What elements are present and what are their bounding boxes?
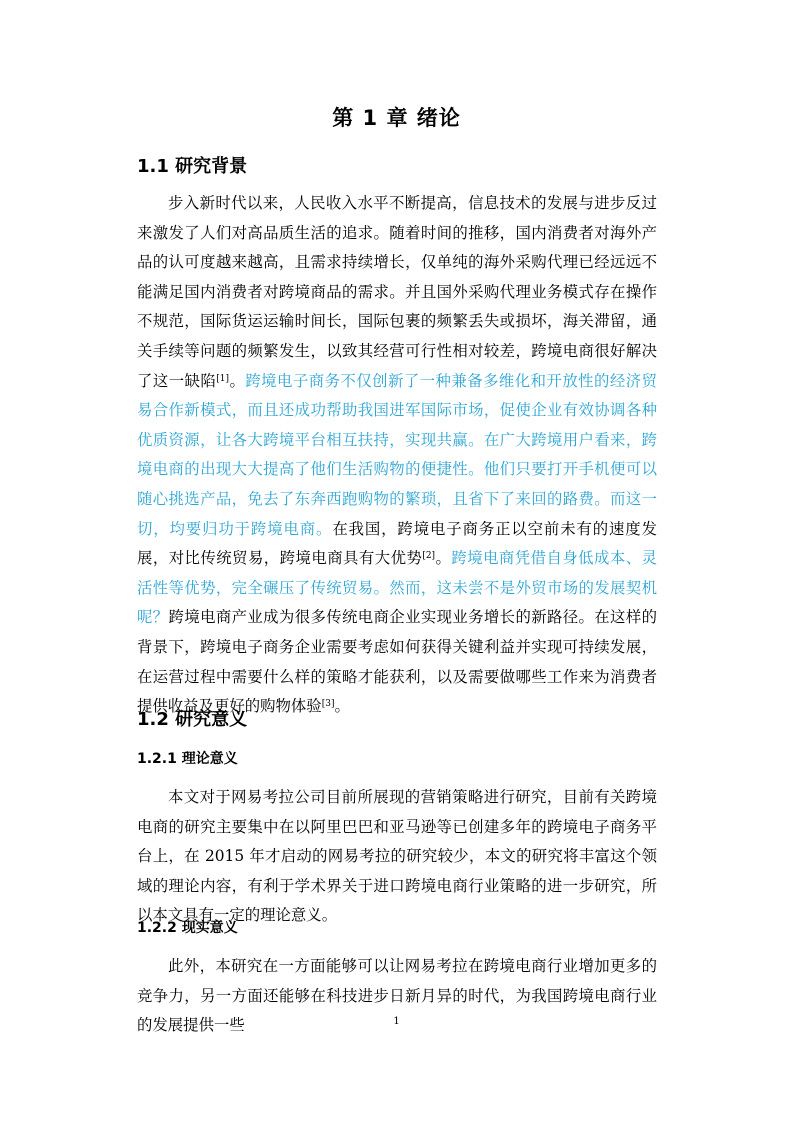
text-run: 步入新时代以来，人民收入水平不断提高，信息技术的发展与进步反过来激发了人们对高品质生活的追求。随着时间的推移，国内消费者对海外产品的认可度越来越高，且需求持续增长，仅单纯的海外采购代理已经远远不能满足国内消费者对跨境商品的需求。并且国外采购代理业务模式存在操作不规范，国际货运运输时间长，国际包裹的频繁丢失或损坏，海关滞留，通关手续等问题的频繁发生，以致其经营可行性相对较差，跨境电商很好解决了这一缺陷 (137, 194, 657, 390)
background-paragraph (137, 189, 657, 722)
chapter-title: 第 1 章 绪论 (332, 106, 461, 130)
citation-ref-3: [3] (321, 699, 335, 710)
practical-significance-paragraph: 此外，本研究在一方面能够可以让网易考拉在跨境电商行业增加更多的竞争力，另一方面还能够在科技进步日新月异的时代，为我国跨境电商行业的发展提供一些 (137, 957, 657, 1035)
highlighted-text-1: 跨境电子商务不仅创新了一种兼备多维化和开放性的经济贸易合作新模式，而且还成功帮助我国进军国际市场，促使企业有效协调各种优质资源，让各大跨境平台相互扶持，实现共赢。在广大跨境用户看来，跨境电商的出现大大提高了他们生活购物的便捷性。他们只要打开手机便可以随心挑选产品，免去了东奔西跑购物的繁琐，且省下了来回的路费。而这一切，均要归功于跨境电商。 (137, 371, 657, 538)
citation-ref-1: [1] (216, 373, 230, 384)
highlighted-text-2: 跨境电商凭借自身低成本、灵活性等优势，完全碾压了传统贸易。然而，这未尝不是外贸市场的发展契机呢？ (137, 549, 657, 627)
text-run: 跨境电商产业成为很多传统电商企业实现业务增长的新路径。在这样的背景下，跨境电子商务企业需要考虑如何获得关键利益并实现可持续发展，在运营过程中需要什么样的策略才能获利，以及需要做哪些工作来为消费者提供收益及更好的购物体验 (137, 608, 657, 716)
text-run: 。 (435, 549, 452, 568)
text-run: 。 (334, 697, 350, 716)
subsection-heading-1-2-2: 1.2.2 现实意义 (137, 920, 238, 936)
page-number: 1 (393, 1016, 400, 1027)
text-run: 在我国，跨境电子商务正以空前未有的速度发展，对比传统贸易，跨境电商具有大优势 (137, 519, 657, 568)
subsection-heading-1-2-1: 1.2.1 理论意义 (137, 751, 238, 767)
theory-significance-paragraph: 本文对于网易考拉公司目前所展现的营销策略进行研究，目前有关跨境电商的研究主要集中在以阿里巴巴和亚马逊等已创建多年的跨境电子商务平台上，在 2015 年才启动的网易考拉的研究较少，本文的研究将丰富这个领域的理论内容，有利于学术界关于进口跨境电商行业策略的进一步研究，所以本文具有一定的理论意义。 (137, 788, 657, 925)
section-heading-1-2: 1.2 研究意义 (137, 709, 248, 730)
section-heading-1-1: 1.1 研究背景 (137, 156, 248, 177)
citation-ref-2: [2] (422, 551, 436, 562)
text-run: 。 (229, 371, 246, 390)
